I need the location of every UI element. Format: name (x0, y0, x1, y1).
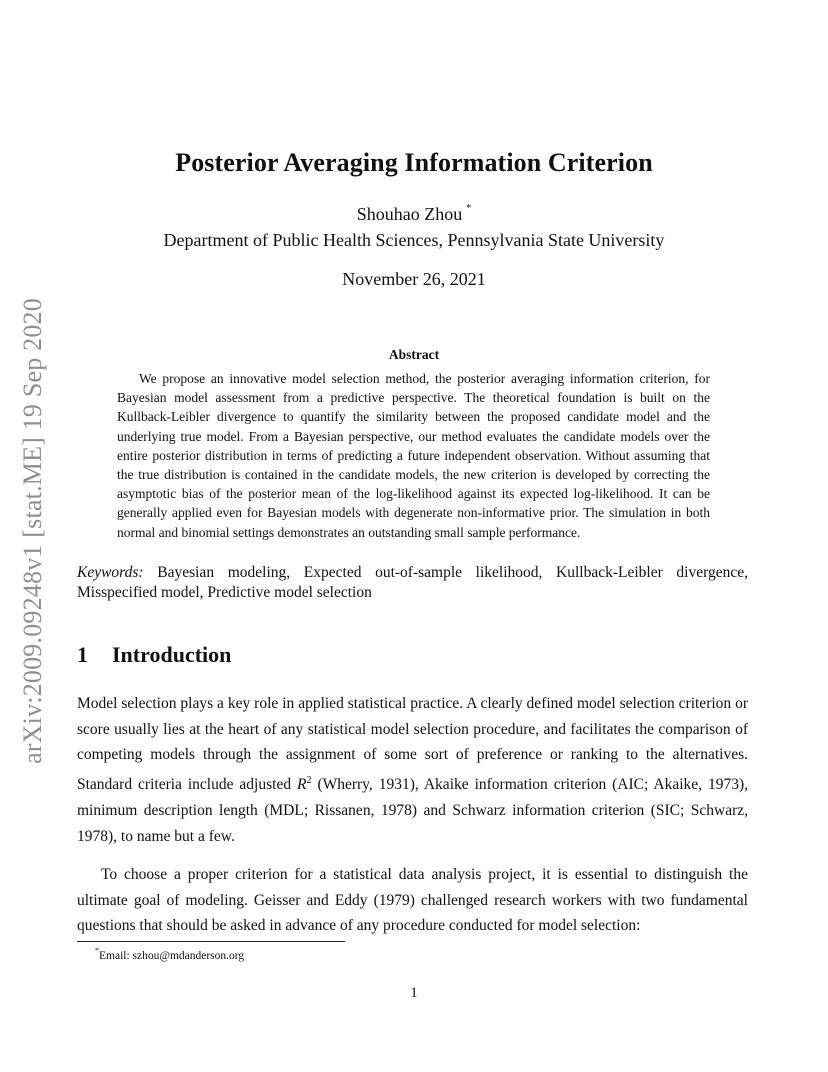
r-symbol: R (297, 776, 307, 794)
intro-paragraph-1 (77, 691, 748, 849)
section-number: 1 (77, 642, 88, 667)
author-name: Shouhao Zhou (356, 204, 463, 224)
footnote-divider (77, 941, 345, 942)
keywords-label: Keywords: (77, 564, 144, 581)
section-heading (77, 642, 231, 668)
footnote (95, 947, 244, 962)
arxiv-identifier-text: arXiv:2009.09248v1 [stat.ME] 19 Sep 2020 (18, 298, 47, 764)
r-squared-symbol (297, 776, 311, 793)
para1-text-end: (Wherry, 1931), Akaike information criterion (AIC; Akaike, 1973), minimum description length (MDL; Rissanen, 1978) and Schwarz information criterion (SIC; Schwarz, 1978), to name but a few. (77, 776, 748, 845)
r-exponent: 2 (306, 775, 312, 787)
intro-paragraph-2: To choose a proper criterion for a statistical data analysis project, it is essential to distinguish the ultimate goal of modeling. Geisser and Eddy (1979) challenged research workers with two fundamental questions that should be asked in advance of any procedure conducted for model selection: (77, 866, 748, 935)
page-number: 1 (410, 985, 418, 1001)
footnote-text: Email: szhou@mdanderson.org (99, 949, 245, 962)
author-footnote-mark: * (466, 203, 472, 214)
paper-title: Posterior Averaging Information Criterion (175, 148, 653, 177)
footnote-mark: * (95, 946, 99, 955)
abstract-text: We propose an innovative model selection method, the posterior averaging information criterion, for Bayesian model assessment from a predictive perspective. The theoretical foundation is built on the Kullback-Leibler divergence to quantify the similarity between the proposed candidate model and the underlying true model. From a Bayesian perspective, our method evaluates the candidate models over the entire posterior distribution in terms of predicting a future independent observation. Without assuming that the true distribution is contained in the candidate models, the new criterion is developed by correcting the asymptotic bias of the posterior mean of the log-likelihood against its expected log-likelihood. It can be generally applied even for Bayesian models with degenerate non-informative prior. The simulation in both normal and binomial settings demonstrates an outstanding small sample performance. (117, 371, 710, 540)
keywords-text: Bayesian modeling, Expected out-of-sample likelihood, Kullback-Leibler divergence, Misspecified model, Predictive model selection (77, 564, 749, 601)
section-title: Introduction (112, 642, 232, 667)
affiliation: Department of Public Health Sciences, Pennsylvania State University (163, 230, 665, 250)
publication-date: November 26, 2021 (342, 269, 486, 289)
para1-text-start: Model selection plays a key role in applied statistical practice. A clearly defined model selection criterion or score usually lies at the heart of any statistical model selection procedure, and facilitates the comparison of competing models through the assignment of some sort of preference or ranking to the alternatives. Standard criteria include adjusted (77, 695, 748, 794)
abstract-heading: Abstract (388, 347, 440, 362)
keywords (77, 563, 748, 603)
author-line (0, 204, 828, 225)
